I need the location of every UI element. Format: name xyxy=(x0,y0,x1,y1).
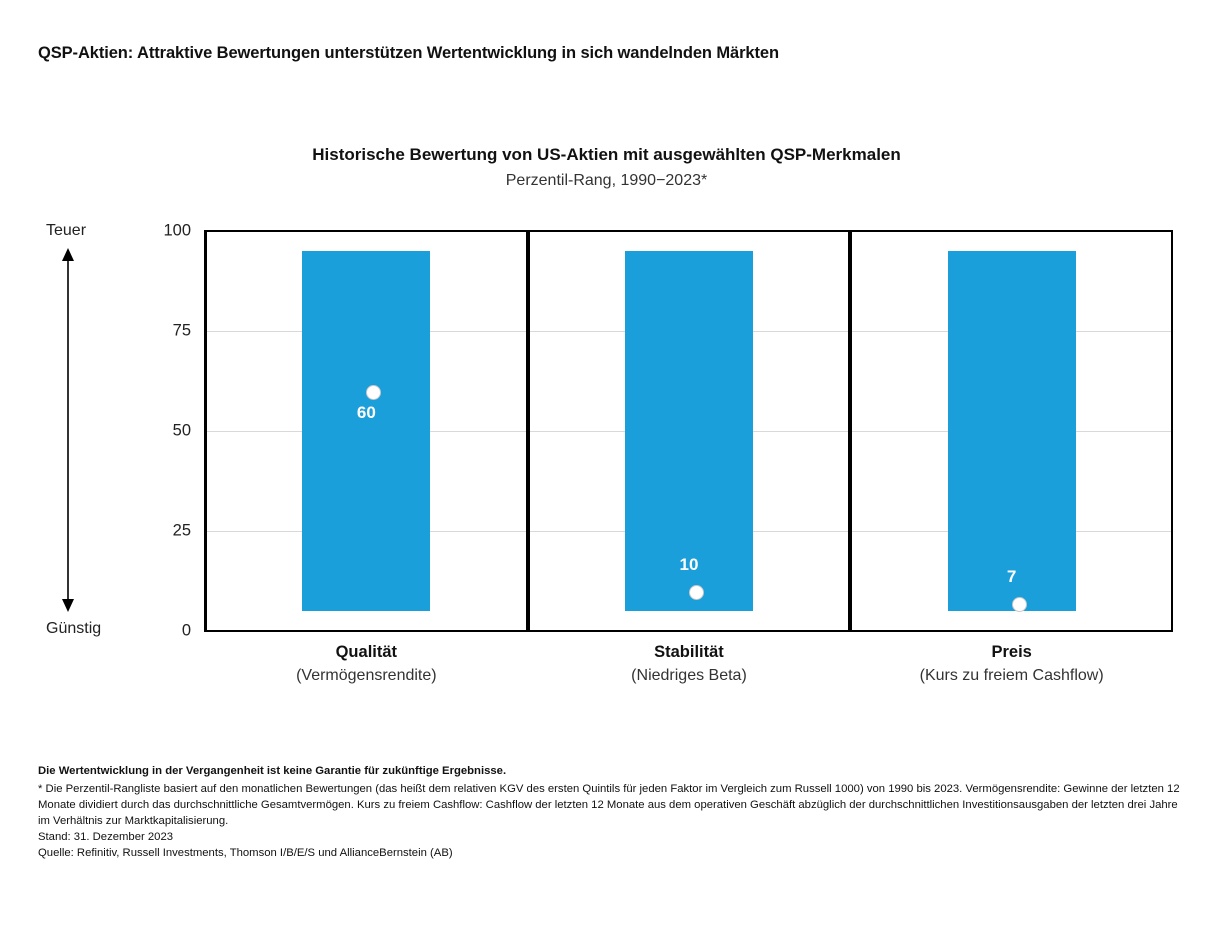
category-name: Stabilität xyxy=(654,643,724,661)
y-axis-tick-label: 100 xyxy=(163,221,191,240)
footnote-disclaimer: Die Wertentwicklung in der Vergangenheit ist keine Garantie für zukünftige Ergebnisse. xyxy=(38,765,507,777)
chart-subtitle: Perzentil-Rang, 1990−2023* xyxy=(505,172,708,189)
footnote-source: Quelle: Refinitiv, Russell Investments, Thomson I/B/E/S und AllianceBernstein (AB) xyxy=(38,847,453,860)
current-value-marker[interactable] xyxy=(1012,597,1027,612)
y-axis-tick-label: 75 xyxy=(172,321,191,340)
footnotes xyxy=(38,763,1188,861)
y-axis-tick-label: 25 xyxy=(172,521,191,540)
chart-group xyxy=(850,231,1173,684)
valuation-range-bar[interactable] xyxy=(948,251,1076,611)
value-label: 60 xyxy=(356,403,376,422)
y-axis-note-top: Teuer xyxy=(46,222,87,239)
category-sublabel: (Vermögensrendite) xyxy=(296,667,437,684)
chart-plot-area xyxy=(163,221,1173,684)
footnote-asof: Stand: 31. Dezember 2023 xyxy=(38,831,174,844)
x-axis-category-label xyxy=(631,643,747,685)
current-value-marker[interactable] xyxy=(366,385,381,400)
category-name: Preis xyxy=(991,643,1032,661)
y-axis-tick-label: 0 xyxy=(181,621,191,640)
chart-group xyxy=(205,231,528,684)
valuation-range-bar[interactable] xyxy=(302,251,430,611)
x-axis-category-label xyxy=(296,643,437,685)
chart-group xyxy=(528,231,851,684)
category-sublabel: (Kurs zu freiem Cashflow) xyxy=(919,667,1104,684)
category-name: Qualität xyxy=(335,643,398,661)
footnote-note: * Die Perzentil-Rangliste basiert auf den monatlichen Bewertungen (das heißt dem relativen KGV des ersten Quintils für jeden Faktor im Vergleich zum Russell 1000) von 1990 bis 2023. Vermögensrendite: Gewinne der letzten 12 Monate dividiert durch das durchschnittliche Gesamtvermögen. Kurs zu freiem Cashflow: Cashflow der letzten 12 Monate aus dem operativen Geschäft abzüglich der durchschnittlichen Investitionsausgaben der letzten drei Jahre im Verhältnis zur Marktkapitalisierung. xyxy=(38,783,1180,828)
x-axis-category-label xyxy=(920,643,1104,685)
category-sublabel: (Niedriges Beta) xyxy=(631,667,747,684)
y-axis-note-bottom: Günstig xyxy=(46,620,102,637)
chart-title: Historische Bewertung von US-Aktien mit ausgewählten QSP-Merkmalen xyxy=(312,145,901,164)
value-label: 7 xyxy=(1006,567,1017,586)
current-value-marker[interactable] xyxy=(689,585,704,600)
axis-direction-arrow-icon xyxy=(56,248,80,612)
value-label: 10 xyxy=(679,555,699,574)
page-title: QSP-Aktien: Attraktive Bewertungen unterstützen Wertentwicklung in sich wandelnden Märkten xyxy=(38,44,779,62)
y-axis-tick-label: 50 xyxy=(172,421,191,440)
